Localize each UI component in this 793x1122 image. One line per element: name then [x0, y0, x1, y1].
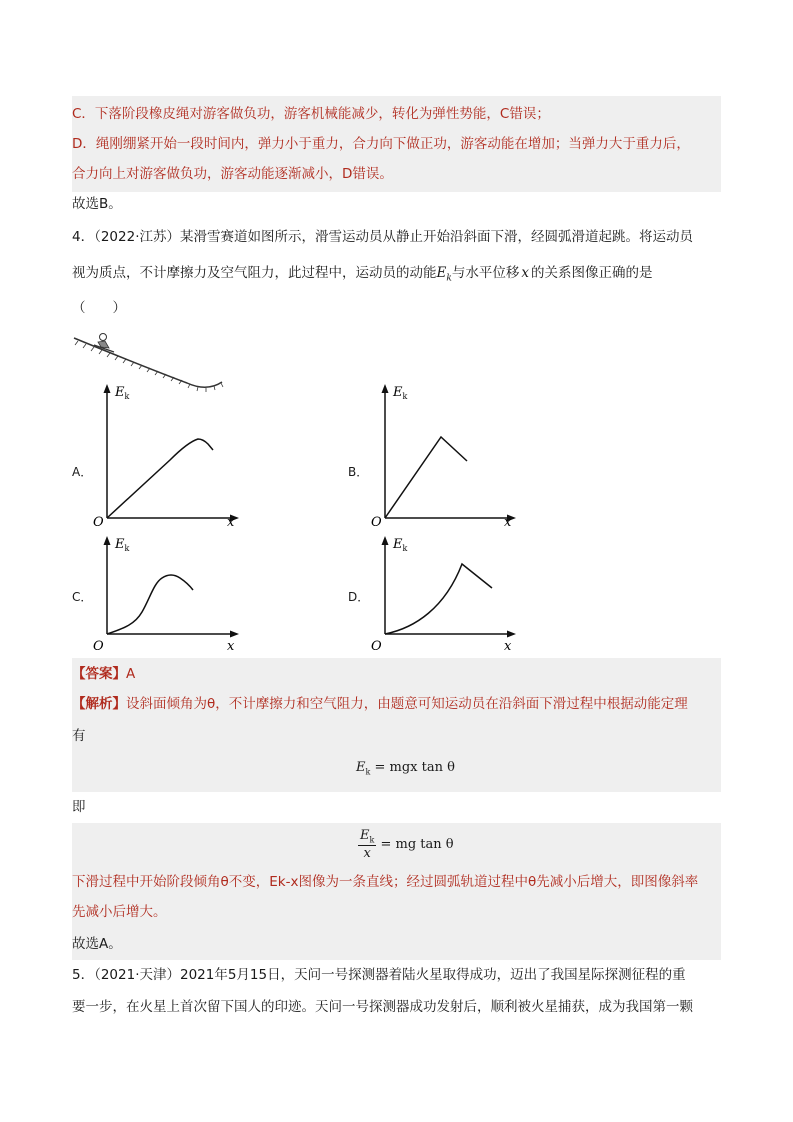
- option-d-curve: [385, 564, 492, 634]
- option-d-graph: [370, 528, 530, 658]
- option-c-label: C．: [72, 590, 93, 604]
- answer-tag: 【答案】: [72, 666, 126, 682]
- x-symbol: x: [521, 265, 529, 281]
- formula-ratio: $\frac{E_k}{x}$ = mg tan θ: [360, 828, 454, 861]
- answer-blank: （ ）: [72, 300, 126, 316]
- option-a-y-label: $E_k$: [115, 385, 130, 401]
- option-a-curve: [107, 439, 213, 518]
- option-d-origin: O: [371, 639, 382, 654]
- question5-line1: 5．（2021·天津）2021年5月15日，天问一号探测器着陆火星取得成功，迈出了我国星际探测征程的重: [72, 967, 686, 983]
- option-b-y-label: $E_k$: [393, 385, 408, 401]
- option-c-y-label: $E_k$: [115, 537, 130, 553]
- formula-ek: $E_k$ = mgx tan θ: [356, 760, 455, 777]
- option-b-origin: O: [371, 515, 382, 530]
- analysis-line-c: C．下落阶段橡皮绳对游客做负功，游客机械能减少，转化为弹性势能，C错误；: [72, 106, 550, 122]
- analysis-text1: 设斜面倾角为θ，不计摩擦力和空气阻力，由题意可知运动员在沿斜面下滑过程中根据动能定理: [126, 696, 688, 712]
- option-a-label: A．: [72, 465, 93, 479]
- analysis-line1: [72, 694, 688, 714]
- option-d-y-label: $E_k$: [393, 537, 408, 553]
- answer-value: A: [126, 666, 136, 682]
- analysis-tag: 【解析】: [72, 696, 126, 712]
- analysis-line-d1: D．绳刚绷紧开始一段时间内，弹力小于重力，合力向下做正功，游客动能在增加；当弹力大于重力后，: [72, 136, 690, 152]
- question4-text-c: 的关系图像正确的是: [530, 265, 653, 281]
- option-d-x-label: x: [504, 639, 512, 654]
- option-c-graph: [90, 528, 250, 658]
- explain-line1: 下滑过程中开始阶段倾角θ不变，Ek-x图像为一条直线；经过圆弧轨道过程中θ先减小后增大，即图像斜率: [72, 874, 699, 890]
- previous-conclusion: 故选B。: [72, 196, 122, 212]
- option-b-curve: [385, 437, 467, 518]
- option-a-graph: [90, 380, 250, 530]
- answer-line: [72, 664, 135, 684]
- ji-text: 即: [72, 799, 86, 815]
- option-c-curve: [107, 575, 193, 634]
- question4-text-a: 视为质点，不计摩擦力及空气阻力，此过程中，运动员的动能: [72, 265, 437, 281]
- question4-line2: [72, 263, 652, 289]
- skier-icon: [94, 334, 114, 353]
- option-b-x-label: x: [504, 515, 512, 530]
- question4-line1: 4．（2022·江苏）某滑雪赛道如图所示，滑雪运动员从静止开始沿斜面下滑，经圆弧滑道起跳。将运动员: [72, 229, 693, 245]
- option-c-origin: O: [93, 639, 104, 654]
- explain-line2: 先减小后增大。: [72, 904, 167, 920]
- option-b-graph: [370, 380, 530, 530]
- question4-text-b: 与水平位移: [451, 265, 520, 281]
- option-a-origin: O: [93, 515, 104, 530]
- analysis-line-d2: 合力向上对游客做负功，游客动能逐渐减小，D错误。: [72, 166, 393, 182]
- question5-line2: 要一步，在火星上首次留下国人的印迹。天问一号探测器成功发射后，顺利被火星捕获，成为我国第一颗: [72, 999, 693, 1015]
- option-c-x-label: x: [227, 639, 235, 654]
- option-a-x-label: x: [227, 515, 235, 530]
- answer4-conclusion: 故选A。: [72, 936, 122, 952]
- ek-symbol: $E_k$: [436, 265, 452, 284]
- fraction: $\frac{E_k}{x}$: [360, 828, 375, 861]
- option-d-label: D．: [348, 590, 370, 604]
- analysis-line2: 有: [72, 728, 86, 744]
- option-b-label: B．: [348, 465, 369, 479]
